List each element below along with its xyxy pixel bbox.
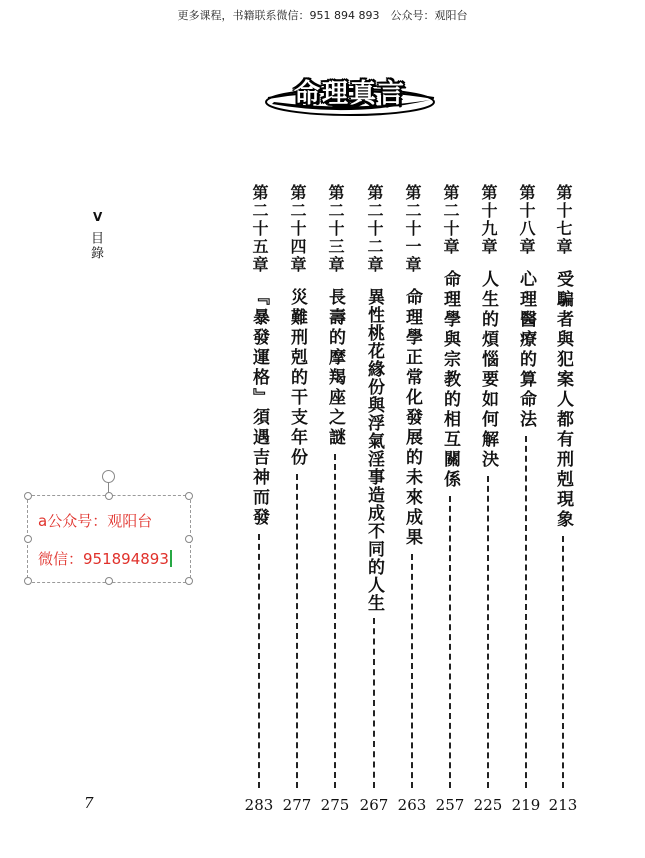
folio-page-number: 7 [84, 794, 94, 812]
dot-leader [562, 536, 564, 788]
page-number: 257 [435, 796, 465, 814]
resize-handle-bottom-right[interactable] [185, 577, 193, 585]
dot-leader [525, 436, 527, 788]
resize-handle-left[interactable] [24, 535, 32, 543]
chapter-number: 第十九章 [479, 184, 498, 256]
dot-leader [411, 554, 413, 788]
annotation-line-1[interactable]: a公众号：观阳台 [38, 512, 153, 530]
toc-mark: V [93, 210, 103, 224]
dot-leader [334, 454, 336, 788]
page-number: 275 [320, 796, 350, 814]
toc-entry[interactable] [476, 184, 500, 788]
toc-entry[interactable] [514, 184, 538, 788]
chapter-title: 受騙者與犯案人都有刑剋現象 [553, 270, 573, 530]
resize-handle-top[interactable] [105, 492, 113, 500]
chapter-title: 長壽的摩羯座之謎 [325, 288, 345, 448]
header-contact-note: 更多课程，书籍联系微信：951 894 893 公众号：观阳台 [177, 9, 468, 22]
resize-handle-top-left[interactable] [24, 492, 32, 500]
chapter-title: 人生的煩惱要如何解決 [478, 270, 498, 470]
toc-entry[interactable] [400, 184, 424, 788]
resize-handle-bottom[interactable] [105, 577, 113, 585]
chapter-number: 第二十四章 [288, 184, 307, 274]
page-number: 213 [548, 796, 578, 814]
toc-entry[interactable] [323, 184, 347, 788]
book-title-logo [262, 68, 438, 118]
page-number: 277 [282, 796, 312, 814]
dot-leader [296, 474, 298, 788]
page-number: 225 [473, 796, 503, 814]
chapter-number: 第二十五章 [250, 184, 269, 274]
chapter-title: 心理醫療的算命法 [516, 270, 536, 430]
page-number: 283 [244, 796, 274, 814]
chapter-number: 第二十二章 [365, 184, 384, 274]
logo-text: 命理真言 [293, 79, 406, 109]
dot-leader [373, 618, 375, 788]
annotation-text-box[interactable] [27, 495, 191, 583]
chapter-number: 第二十三章 [326, 184, 345, 274]
chapter-title: 命理學與宗教的相互關係 [440, 270, 460, 490]
annotation-line-2[interactable] [38, 548, 172, 569]
page-number: 219 [511, 796, 541, 814]
dot-leader [487, 476, 489, 788]
toc-entry[interactable] [438, 184, 462, 788]
toc-entry[interactable] [247, 184, 271, 788]
text-cursor [170, 550, 172, 567]
chapter-number: 第二十一章 [403, 184, 422, 274]
chapter-number: 第十七章 [554, 184, 573, 256]
resize-handle-right[interactable] [185, 535, 193, 543]
toc-entry[interactable] [285, 184, 309, 788]
toc-label: 目錄 [88, 231, 103, 261]
page-number: 263 [397, 796, 427, 814]
chapter-title: 災難刑剋的干支年份 [287, 288, 307, 468]
resize-handle-top-right[interactable] [185, 492, 193, 500]
resize-handle-bottom-left[interactable] [24, 577, 32, 585]
page-number: 267 [359, 796, 389, 814]
dot-leader [258, 534, 260, 788]
chapter-title: 『暴發運格』須遇吉神而發 [249, 288, 269, 528]
toc-entry[interactable] [551, 184, 575, 788]
chapter-title: 命理學正常化發展的未來成果 [402, 288, 422, 548]
chapter-title: 異性桃花緣份與浮氣淫事造成不同的人生 [364, 288, 384, 612]
annotation-line-2-text: 微信：951894893 [38, 550, 169, 568]
chapter-number: 第十八章 [517, 184, 536, 256]
toc-entry[interactable] [362, 184, 386, 788]
dot-leader [449, 496, 451, 788]
rotate-handle[interactable] [102, 470, 115, 483]
chapter-number: 第二十章 [441, 184, 460, 256]
